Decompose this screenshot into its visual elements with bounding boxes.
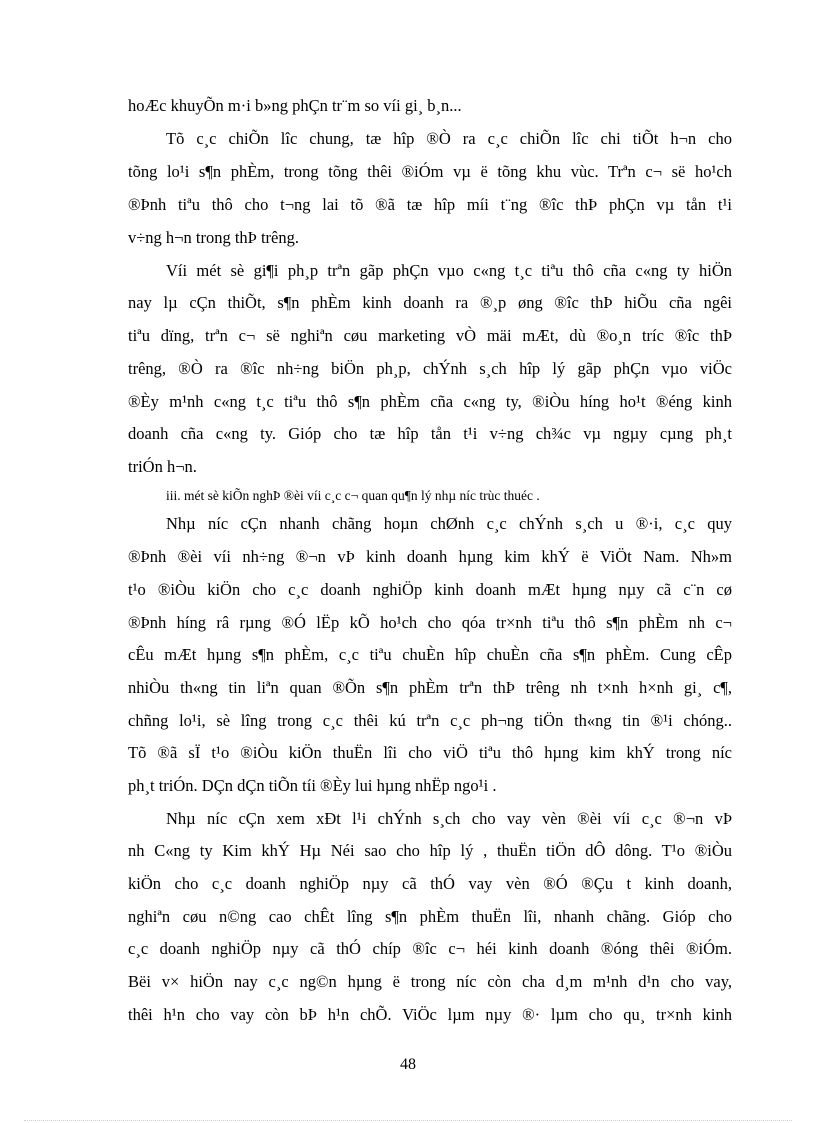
text-line: c¸c doanh nghiÖp nµy cã thÓ chíp ®îc c¬ héi kinh doanh ®óng thêi ®iÓm.: [128, 939, 732, 958]
text-line: Nhµ níc cÇn nhanh chãng hoµn chØnh c¸c chÝnh s¸ch u ®·i, c¸c quy: [166, 514, 732, 533]
text-line: tiªu dïng, trªn c¬ së nghiªn cøu marketing vÒ mäi mÆt, dù ®o¸n tríc ®îc thÞ: [128, 326, 732, 345]
text-line: Víi mét sè gi¶i ph¸p trªn gãp phÇn vµo c«ng t¸c tiªu thô cña c«ng ty hiÖn: [166, 261, 732, 280]
text-line: ®Þnh híng râ rµng ®Ó lËp kÕ ho¹ch cho qóa tr×nh tiªu thô s¶n phÈm nh c¬: [128, 613, 732, 632]
page-bottom-divider: [24, 1120, 792, 1121]
text-line: kiÖn cho c¸c doanh nghiÖp nµy cã thÓ vay vèn ®Ó ®Çu t kinh doanh,: [128, 874, 732, 893]
text-line: nhiÒu th«ng tin liªn quan ®Õn s¶n phÈm trªn thÞ trêng nh t×nh h×nh gi¸ c¶,: [128, 678, 732, 697]
text-line: v÷ng h¬n trong thÞ trêng.: [128, 228, 299, 247]
text-line: nay lµ cÇn thiÕt, s¶n phÈm kinh doanh ra ®¸p øng ®îc thÞ hiÕu cña ngêi: [128, 293, 732, 312]
text-line: hoÆc khuyÕn m·i b»ng phÇn tr¨m so víi gi¸ b¸n...: [128, 96, 462, 115]
section-heading: iii. mét sè kiÕn nghÞ ®èi víi c¸c c¬ quan qu¶n lý nhµ níc trùc thuéc .: [166, 488, 540, 503]
text-line: t¹o ®iÒu kiÖn cho c¸c doanh nghiÖp kinh doanh mÆt hµng nµy cã c¨n cø: [128, 580, 732, 599]
text-line: doanh cña c«ng ty. Gióp cho tæ hîp tån t¹i v÷ng ch¾c vµ ngµy cµng ph¸t: [128, 424, 732, 443]
text-line: ®Èy m¹nh c«ng t¸c tiªu thô s¶n phÈm cña c«ng ty, ®iÒu híng ho¹t ®éng kinh: [128, 392, 732, 411]
text-line: ®Þnh tiªu thô cho t¬ng lai tõ ®ã tæ hîp míi t¨ng ®îc thÞ phÇn vµ tån t¹i: [128, 195, 732, 214]
text-line: Nhµ níc cÇn xem xÐt l¹i chÝnh s¸ch cho vay vèn ®èi víi c¸c ®¬n vÞ: [166, 809, 732, 828]
text-line: Bëi v× hiÖn nay c¸c ng©n hµng ë trong níc còn cha d¸m m¹nh d¹n cho vay,: [128, 972, 732, 991]
text-line: triÓn h¬n.: [128, 457, 197, 476]
text-line: chñng lo¹i, sè lîng trong c¸c thêi kú trªn c¸c ph¬ng tiÖn th«ng tin ®¹i chóng..: [128, 711, 732, 730]
text-line: nh C«ng ty Kim khÝ Hµ Néi sao cho hîp lý , thuËn tiÖn dÔ dông. T¹o ®iÒu: [128, 841, 732, 860]
text-line: cÊu mÆt hµng s¶n phÈm, c¸c tiªu chuÈn hîp chuÈn cña s¶n phÈm. Cung cÊp: [128, 645, 732, 664]
text-line: Tõ ®ã sÏ t¹o ®iÒu kiÖn thuËn lîi cho viÖ tiªu thô hµng kim khÝ trong níc: [128, 743, 732, 762]
text-line: ph¸t triÓn. DÇn dÇn tiÕn tíi ®Èy lui hµng nhËp ngo¹i .: [128, 776, 497, 795]
text-line: Tõ c¸c chiÕn lîc chung, tæ hîp ®Ò ra c¸c chiÕn lîc chi tiÕt h¬n cho: [166, 129, 732, 148]
text-line: ®Þnh ®èi víi nh÷ng ®¬n vÞ kinh doanh hµng kim khÝ ë ViÖt Nam. Nh»m: [128, 547, 732, 566]
text-line: thêi h¹n cho vay còn bÞ h¹n chÕ. ViÖc lµm nµy ®· lµm cho qu¸ tr×nh kinh: [128, 1005, 732, 1024]
page-number: 48: [400, 1056, 416, 1073]
text-line: nghiªn cøu n©ng cao chÊt lîng s¶n phÈm thuËn lîi, nhanh chãng. Gióp cho: [128, 907, 732, 926]
text-line: tõng lo¹i s¶n phÈm, trong tõng thêi ®iÓm vµ ë tõng khu vùc. Trªn c¬ së ho¹ch: [128, 162, 732, 181]
text-line: trêng, ®Ò ra ®îc nh÷ng biÖn ph¸p, chÝnh s¸ch hîp lý gãp phÇn vµo viÖc: [128, 359, 732, 378]
